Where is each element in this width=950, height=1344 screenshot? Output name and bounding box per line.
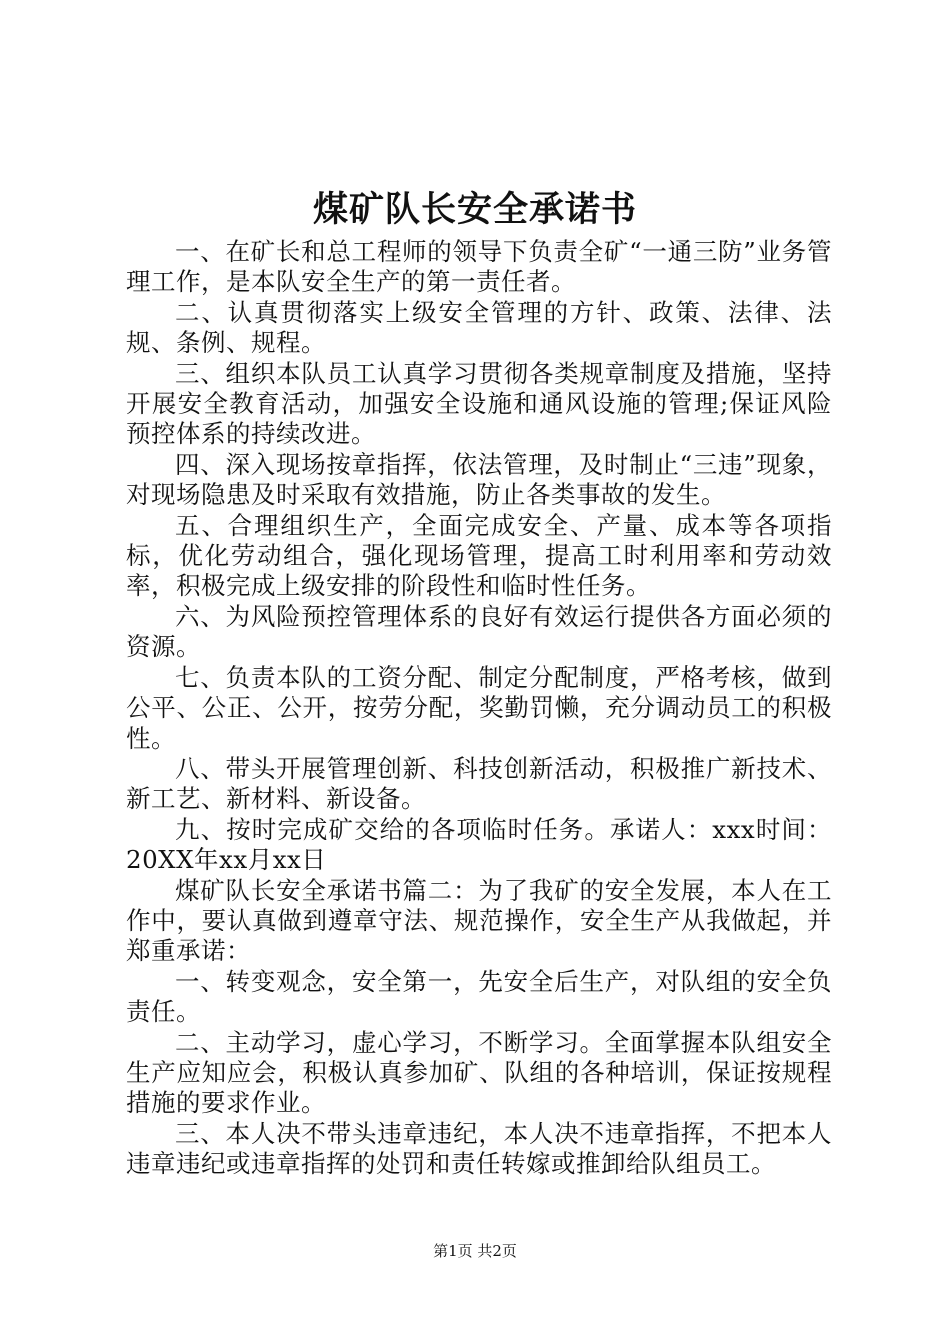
paragraph: 四、深入现场按章指挥，依法管理，及时制止“三违”现象，对现场隐患及时采取有效措施，防止各类事故的发生。 — [126, 449, 832, 510]
document-title: 煤矿队长安全承诺书 — [312, 189, 637, 230]
paragraph: 一、转变观念，安全第一，先安全后生产，对队组的安全负责任。 — [126, 966, 832, 1027]
paragraph: 九、按时完成矿交给的各项临时任务。承诺人：xxx时间：20XX年xx月xx日 — [126, 814, 832, 875]
page-footer: 第1页 共2页 — [433, 1242, 517, 1260]
paragraph: 八、带头开展管理创新、科技创新活动，积极推广新技术、新工艺、新材料、新设备。 — [126, 753, 832, 814]
paragraph: 一、在矿长和总工程师的领导下负责全矿“一通三防”业务管理工作，是本队安全生产的第一责任者。 — [126, 237, 832, 297]
paragraph: 二、认真贯彻落实上级安全管理的方针、政策、法律、法规、条例、规程。 — [126, 297, 832, 358]
paragraph: 二、主动学习，虚心学习，不断学习。全面掌握本队组安全生产应知应会，积极认真参加矿、队组的各种培训，保证按规程措施的要求作业。 — [126, 1027, 832, 1118]
paragraph: 七、负责本队的工资分配、制定分配制度，严格考核，做到公平、公正、公开，按劳分配，奖勤罚懒，充分调动员工的积极性。 — [126, 662, 832, 753]
paragraph: 三、组织本队员工认真学习贯彻各类规章制度及措施，坚持开展安全教育活动，加强安全设施和通风设施的管理;保证风险预控体系的持续改进。 — [126, 358, 832, 449]
document-body — [126, 237, 832, 1180]
paragraph: 五、合理组织生产，全面完成安全、产量、成本等各项指标，优化劳动组合，强化现场管理，提高工时利用率和劳动效率，积极完成上级安排的阶段性和临时性任务。 — [126, 510, 832, 601]
paragraph: 六、为风险预控管理体系的良好有效运行提供各方面必须的资源。 — [126, 601, 832, 662]
paragraph: 煤矿队长安全承诺书篇二：为了我矿的安全发展，本人在工作中，要认真做到遵章守法、规范操作，安全生产从我做起，并郑重承诺： — [126, 875, 832, 966]
paragraph: 三、本人决不带头违章违纪，本人决不违章指挥，不把本人违章违纪或违章指挥的处罚和责任转嫁或推卸给队组员工。 — [126, 1118, 832, 1179]
